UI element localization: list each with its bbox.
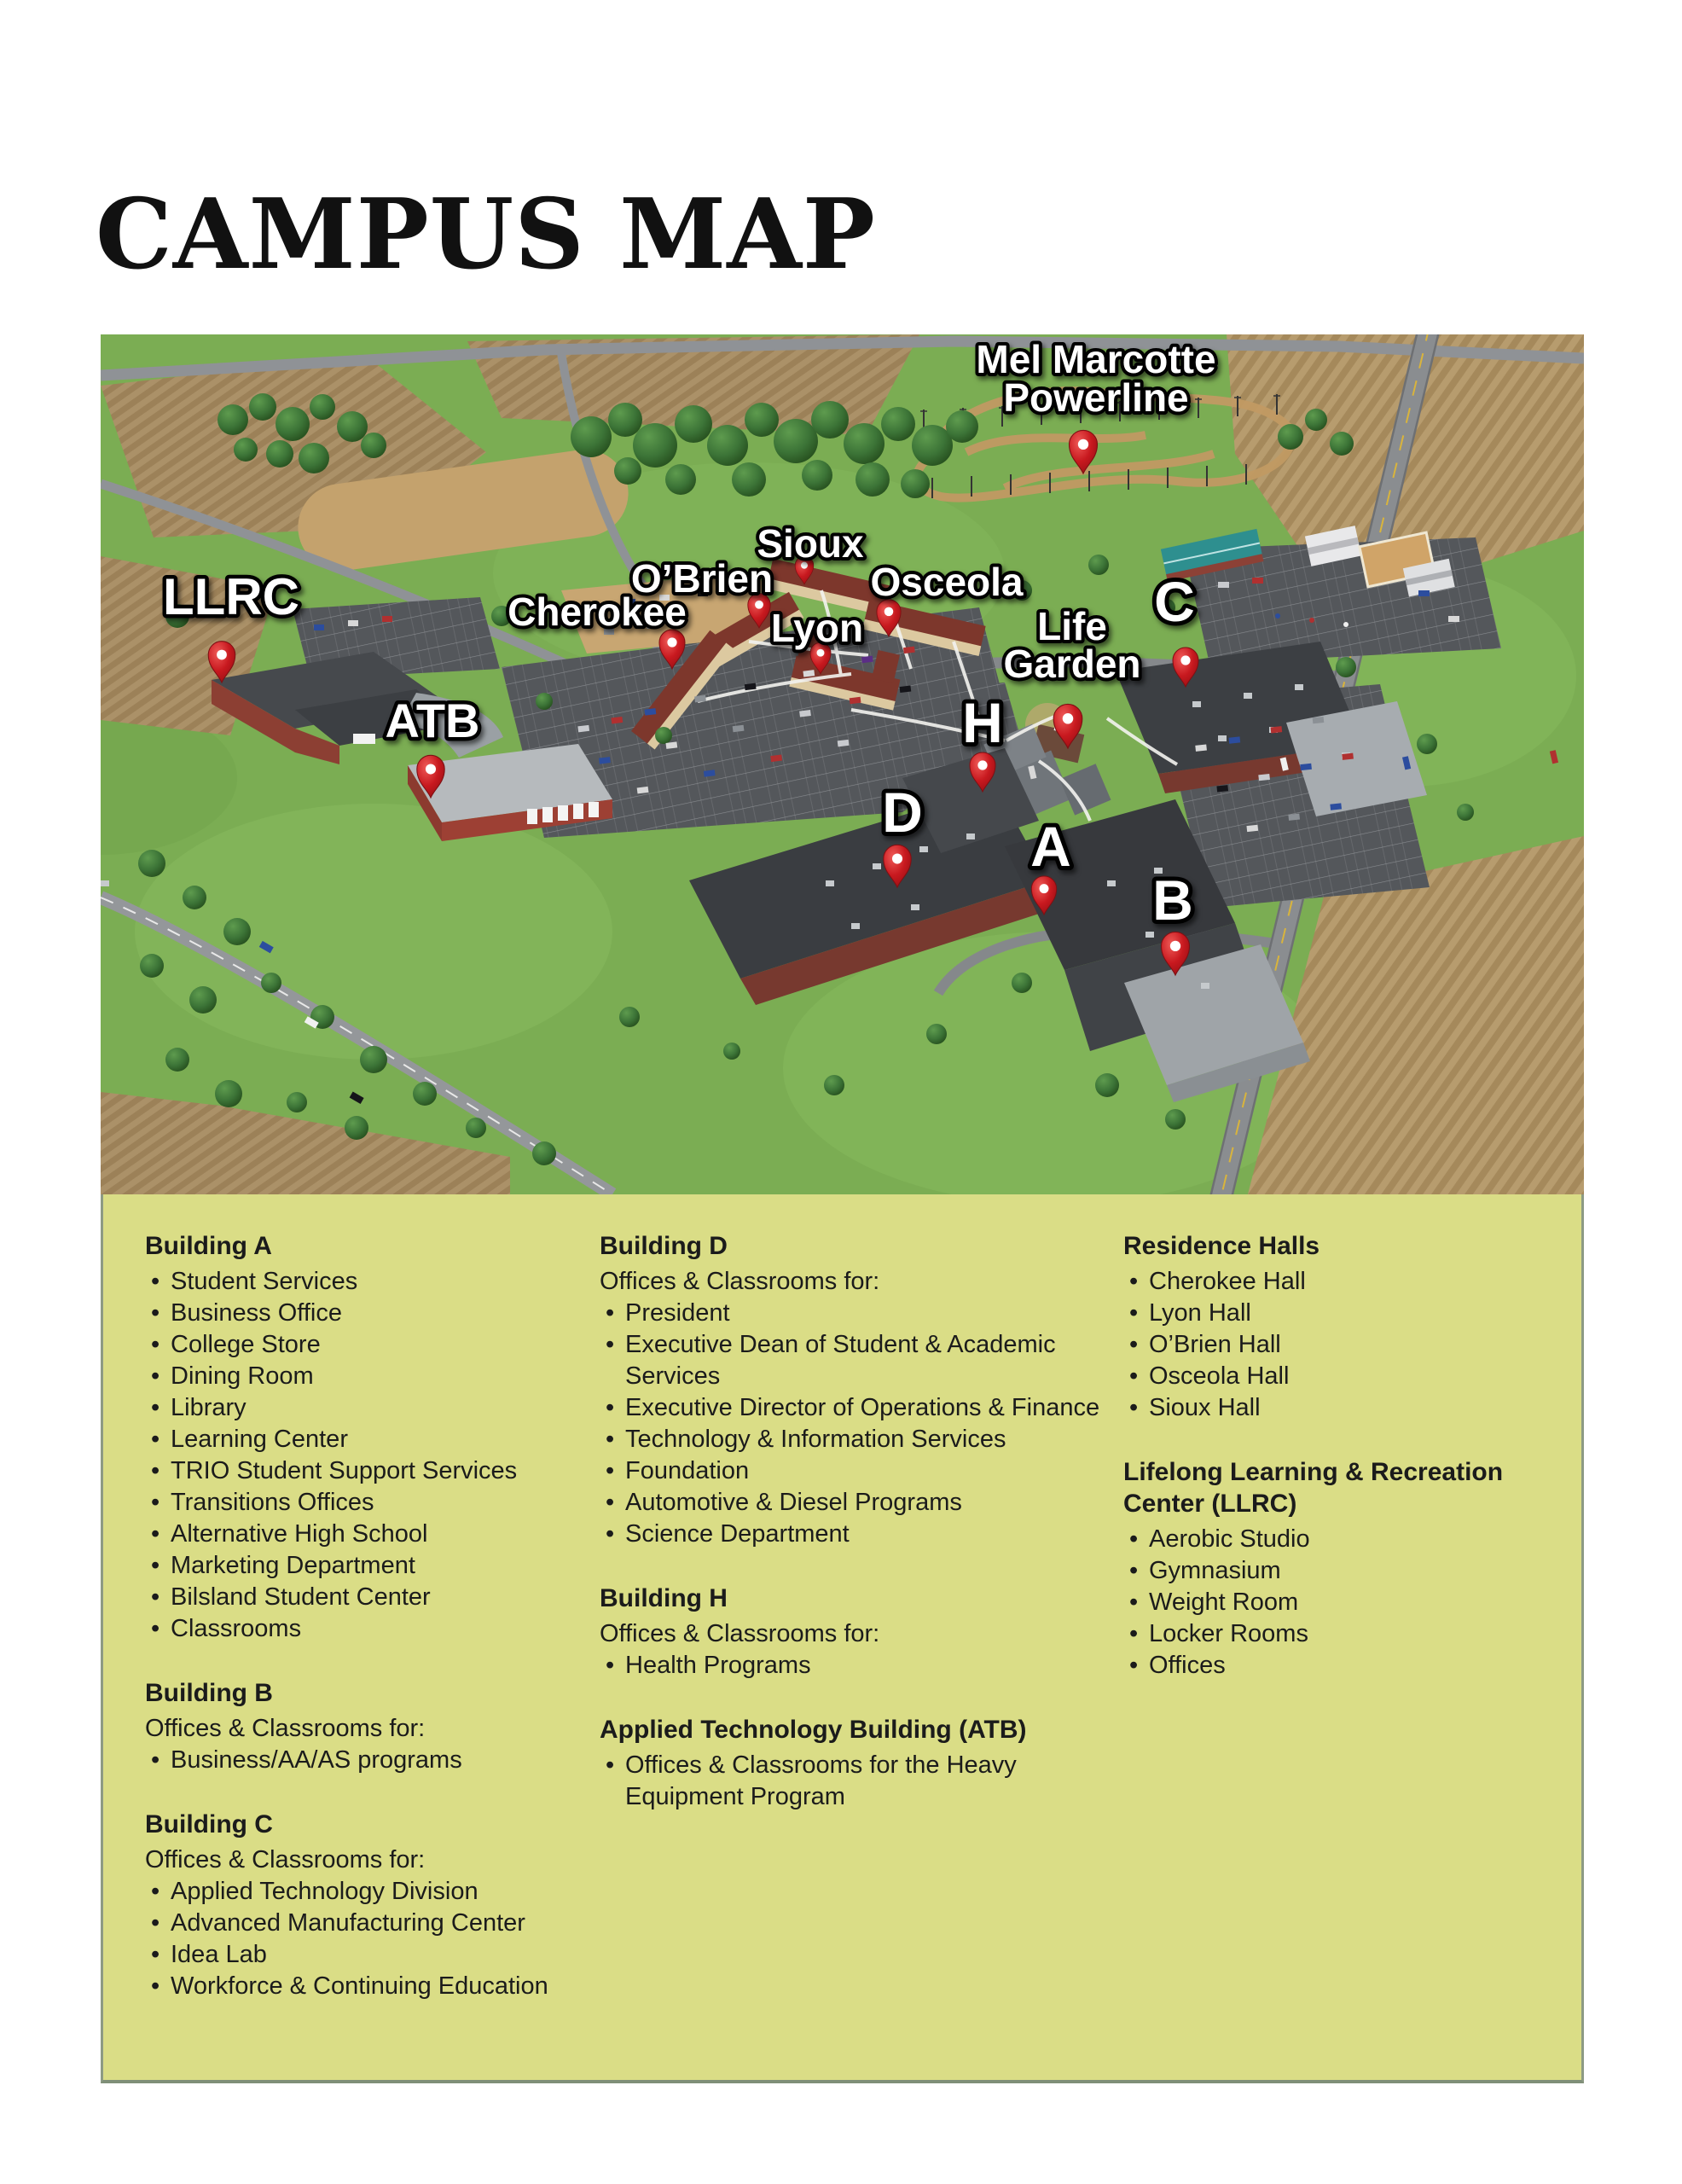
legend-item: • Offices & Classrooms for the Heavy Equipment Program [600, 1750, 1123, 1813]
legend-section-building-b [145, 1677, 606, 1776]
legend-item-list [600, 1298, 1123, 1550]
legend-item-list [145, 1745, 606, 1776]
legend-item: • O’Brien Hall [1123, 1329, 1567, 1361]
legend-item: • Dining Room [145, 1361, 606, 1392]
legend-section-atb [600, 1714, 1123, 1813]
legend-item: • Sioux Hall [1123, 1392, 1567, 1424]
legend-item: • Foundation [600, 1455, 1123, 1487]
legend-heading: Residence Halls [1123, 1232, 1320, 1260]
legend-column-1 [145, 1230, 606, 2035]
legend-item: • Weight Room [1123, 1587, 1567, 1618]
legend-item: • Gymnasium [1123, 1555, 1567, 1587]
map-label-garden: Garden [1003, 642, 1141, 686]
legend-intro: Offices & Classrooms for: [145, 1715, 426, 1742]
legend-heading: Applied Technology Building (ATB) [600, 1716, 1027, 1744]
map-label-b: B [1152, 868, 1193, 932]
legend-item: • Learning Center [145, 1424, 606, 1455]
map-label-life: Life [1037, 604, 1107, 648]
map-label-a: A [1030, 815, 1071, 878]
legend-item: • Bilsland Student Center [145, 1582, 606, 1613]
legend-item: • Cherokee Hall [1123, 1266, 1567, 1298]
legend-item: • Technology & Information Services [600, 1424, 1123, 1455]
map-label-sioux: Sioux [757, 521, 864, 566]
legend-item: • Osceola Hall [1123, 1361, 1567, 1392]
map-label-atb: ATB [385, 694, 480, 747]
legend-item-list [145, 1266, 606, 1645]
legend-item: • Library [145, 1392, 606, 1424]
legend-column-3 [1123, 1230, 1567, 1714]
legend-item: • Applied Technology Division [145, 1876, 606, 1908]
map-label-powerline-2: Powerline [1003, 375, 1189, 420]
legend-item: • College Store [145, 1329, 606, 1361]
legend-item-list [600, 1750, 1123, 1813]
legend-item-list [600, 1650, 1123, 1682]
legend-item: • Aerobic Studio [1123, 1524, 1567, 1555]
legend-heading: Building H [600, 1584, 728, 1612]
legend-section-building-a [145, 1230, 606, 1645]
map-label-d: D [882, 781, 923, 844]
legend-item: • President [600, 1298, 1123, 1329]
legend-intro: Offices & Classrooms for: [600, 1620, 880, 1647]
map-legend [101, 1194, 1584, 2083]
map-label-powerline-1: Mel Marcotte [976, 337, 1216, 381]
legend-intro: Offices & Classrooms for: [145, 1846, 426, 1873]
map-label-h: H [962, 691, 1003, 754]
legend-item: • Idea Lab [145, 1939, 606, 1971]
map-label-lyon: Lyon [770, 606, 864, 650]
legend-section-llrc [1123, 1456, 1567, 1682]
legend-column-2 [600, 1230, 1123, 1845]
legend-item: • Alternative High School [145, 1519, 606, 1550]
legend-item: • Executive Director of Operations & Finance [600, 1392, 1123, 1424]
campus-map [101, 334, 1584, 1194]
legend-heading: Building A [145, 1232, 272, 1260]
legend-section-building-h [600, 1583, 1123, 1682]
legend-item: • Student Services [145, 1266, 606, 1298]
legend-item-list [1123, 1524, 1567, 1682]
legend-heading: Building B [145, 1679, 273, 1707]
legend-item: • Advanced Manufacturing Center [145, 1908, 606, 1939]
legend-item: • Workforce & Continuing Education [145, 1971, 606, 2002]
map-label-cherokee: Cherokee [508, 590, 687, 634]
map-label-c: C [1154, 570, 1195, 633]
legend-heading: Building C [145, 1810, 273, 1838]
map-scenery [101, 334, 1584, 1194]
page-title: CAMPUS MAP [96, 177, 876, 291]
map-label-llrc: LLRC [163, 568, 299, 625]
legend-item: • Business Office [145, 1298, 606, 1329]
legend-section-building-c [145, 1809, 606, 2002]
legend-item: • Business/AA/AS programs [145, 1745, 606, 1776]
legend-item-list [145, 1876, 606, 2002]
legend-item: • Lyon Hall [1123, 1298, 1567, 1329]
legend-item: • Classrooms [145, 1613, 606, 1645]
legend-section-building-d [600, 1230, 1123, 1550]
legend-item: • Executive Dean of Student & Academic Services [600, 1329, 1123, 1392]
legend-item: • Transitions Offices [145, 1487, 606, 1519]
legend-heading: Building D [600, 1232, 728, 1260]
legend-item: • Offices [1123, 1650, 1567, 1682]
map-label-osceola: Osceola [870, 560, 1024, 604]
legend-intro: Offices & Classrooms for: [600, 1268, 880, 1295]
legend-item: • Marketing Department [145, 1550, 606, 1582]
legend-item-list [1123, 1266, 1567, 1424]
legend-item: • Health Programs [600, 1650, 1123, 1682]
legend-section-residence-halls [1123, 1230, 1567, 1424]
legend-item: • Locker Rooms [1123, 1618, 1567, 1650]
map-label-obrien: O’Brien [630, 556, 774, 601]
legend-item: • Automotive & Diesel Programs [600, 1487, 1123, 1519]
legend-item: • TRIO Student Support Services [145, 1455, 606, 1487]
legend-heading: Lifelong Learning & Recreation Center (LLRC) [1123, 1458, 1504, 1518]
legend-item: • Science Department [600, 1519, 1123, 1550]
